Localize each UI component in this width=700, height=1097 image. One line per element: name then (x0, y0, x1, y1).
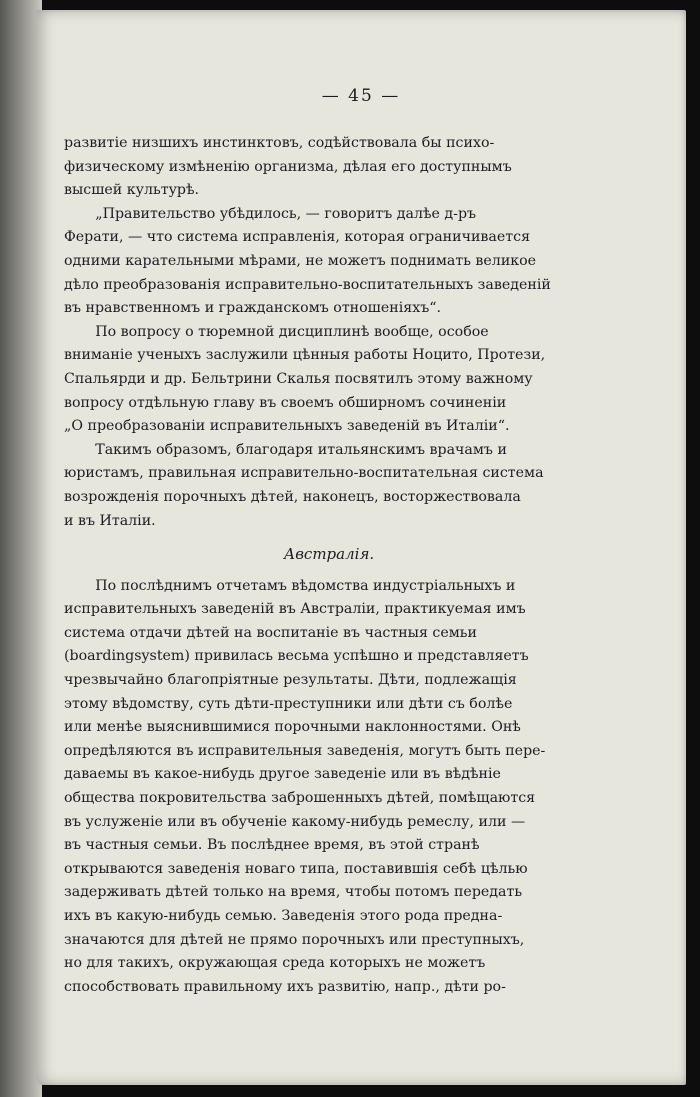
text-line: и въ Италіи. (64, 512, 156, 529)
paragraph (64, 321, 594, 439)
text-line: вниманіе ученыхъ заслужили цѣнныя работы Ноцито, Протези, (64, 347, 546, 364)
text-line: высшей культурѣ. (64, 182, 200, 199)
paragraph (64, 132, 594, 203)
text-line: развитіе низшихъ инстинктовъ, содѣйствовала бы психо- (64, 135, 495, 151)
text-line: общества покровительства заброшенныхъ дѣтей, помѣщаются (64, 790, 536, 807)
text-line: По послѣднимъ отчетамъ вѣдомства индустріальныхъ и (95, 577, 516, 594)
page-number: — 45 — (321, 86, 401, 106)
text-line: въ услуженіе или въ обученіе какому-нибудь ремеслу, или — (64, 813, 526, 830)
paragraph (64, 439, 594, 533)
text-line: чрезвычайно благопріятные результаты. Дѣти, подлежащія (64, 672, 517, 689)
text-line: этому вѣдомству, суть дѣти-преступники или дѣти съ болѣе (64, 695, 513, 712)
text-line: опредѣляются въ исправительныя заведенія, могутъ быть пере- (64, 742, 546, 759)
text-line: даваемы въ какое-нибудь другое заведеніе или въ вѣдѣніе (64, 766, 501, 783)
text-line: одними карательными мѣрами, не можетъ поднимать великое (64, 252, 537, 269)
text-line: „О преобразованіи исправительныхъ заведеній въ Италіи“. (64, 418, 510, 435)
paragraph (64, 575, 594, 1000)
text-line: въ частныя семьи. Въ послѣднее время, въ этой странѣ (64, 837, 480, 854)
text-line: но для такихъ, окружающая среда которыхъ не можетъ (64, 955, 486, 972)
section-paragraphs (64, 575, 594, 1000)
text-line: (boardingsystem) привилась весьма успѣшно и представляетъ (64, 648, 529, 665)
text-line: физическому измѣненію организма, дѣлая его доступнымъ (64, 158, 512, 175)
text-line: вопросу отдѣльную главу въ своемъ обширномъ сочиненіи (64, 394, 507, 411)
text-line: ихъ въ какую-нибудь семью. Заведенія этого рода предна- (64, 908, 503, 924)
text-line: открываются заведенія новаго типа, поставившія себѣ цѣлью (64, 860, 528, 877)
text-line: Ферати, — что система исправленія, которая ограничивается (64, 229, 531, 246)
text-line: „Правительство убѣдилось, — говоритъ далѣе д-ръ (95, 205, 477, 222)
text-line: задерживать дѣтей только на время, чтобы потомъ передать (64, 884, 523, 901)
text-line: система отдачи дѣтей на воспитаніе въ частныя семьи (64, 624, 477, 641)
text-line: По вопросу о тюремной дисциплинѣ вообще, особое (95, 323, 489, 340)
page-body (64, 132, 594, 999)
text-line: Спальярди и др. Бельтрини Скалья посвятилъ этому важному (64, 370, 533, 387)
text-line: значаются для дѣтей не прямо порочныхъ или преступныхъ, (64, 931, 525, 948)
text-line: юристамъ, правильная исправительно-воспитательная система (64, 465, 544, 482)
text-line: или менѣе выяснившимися порочными наклонностями. Онѣ (64, 719, 521, 736)
text-line: Такимъ образомъ, благодаря итальянскимъ врачамъ и (95, 441, 507, 458)
section-heading: Австралія. (283, 545, 375, 564)
intro-paragraphs (64, 132, 594, 533)
book-page (36, 10, 686, 1085)
text-line: возрожденія порочныхъ дѣтей, наконецъ, восторжествовала (64, 488, 521, 505)
text-line: способствовать правильному ихъ развитію, напр., дѣти ро- (64, 978, 506, 995)
text-line: дѣло преобразованія исправительно-воспитательныхъ заведеній (64, 276, 551, 293)
paragraph (64, 203, 594, 321)
text-line: исправительныхъ заведеній въ Австраліи, практикуемая имъ (64, 601, 526, 618)
text-line: въ нравственномъ и гражданскомъ отношеніяхъ“. (64, 300, 441, 317)
